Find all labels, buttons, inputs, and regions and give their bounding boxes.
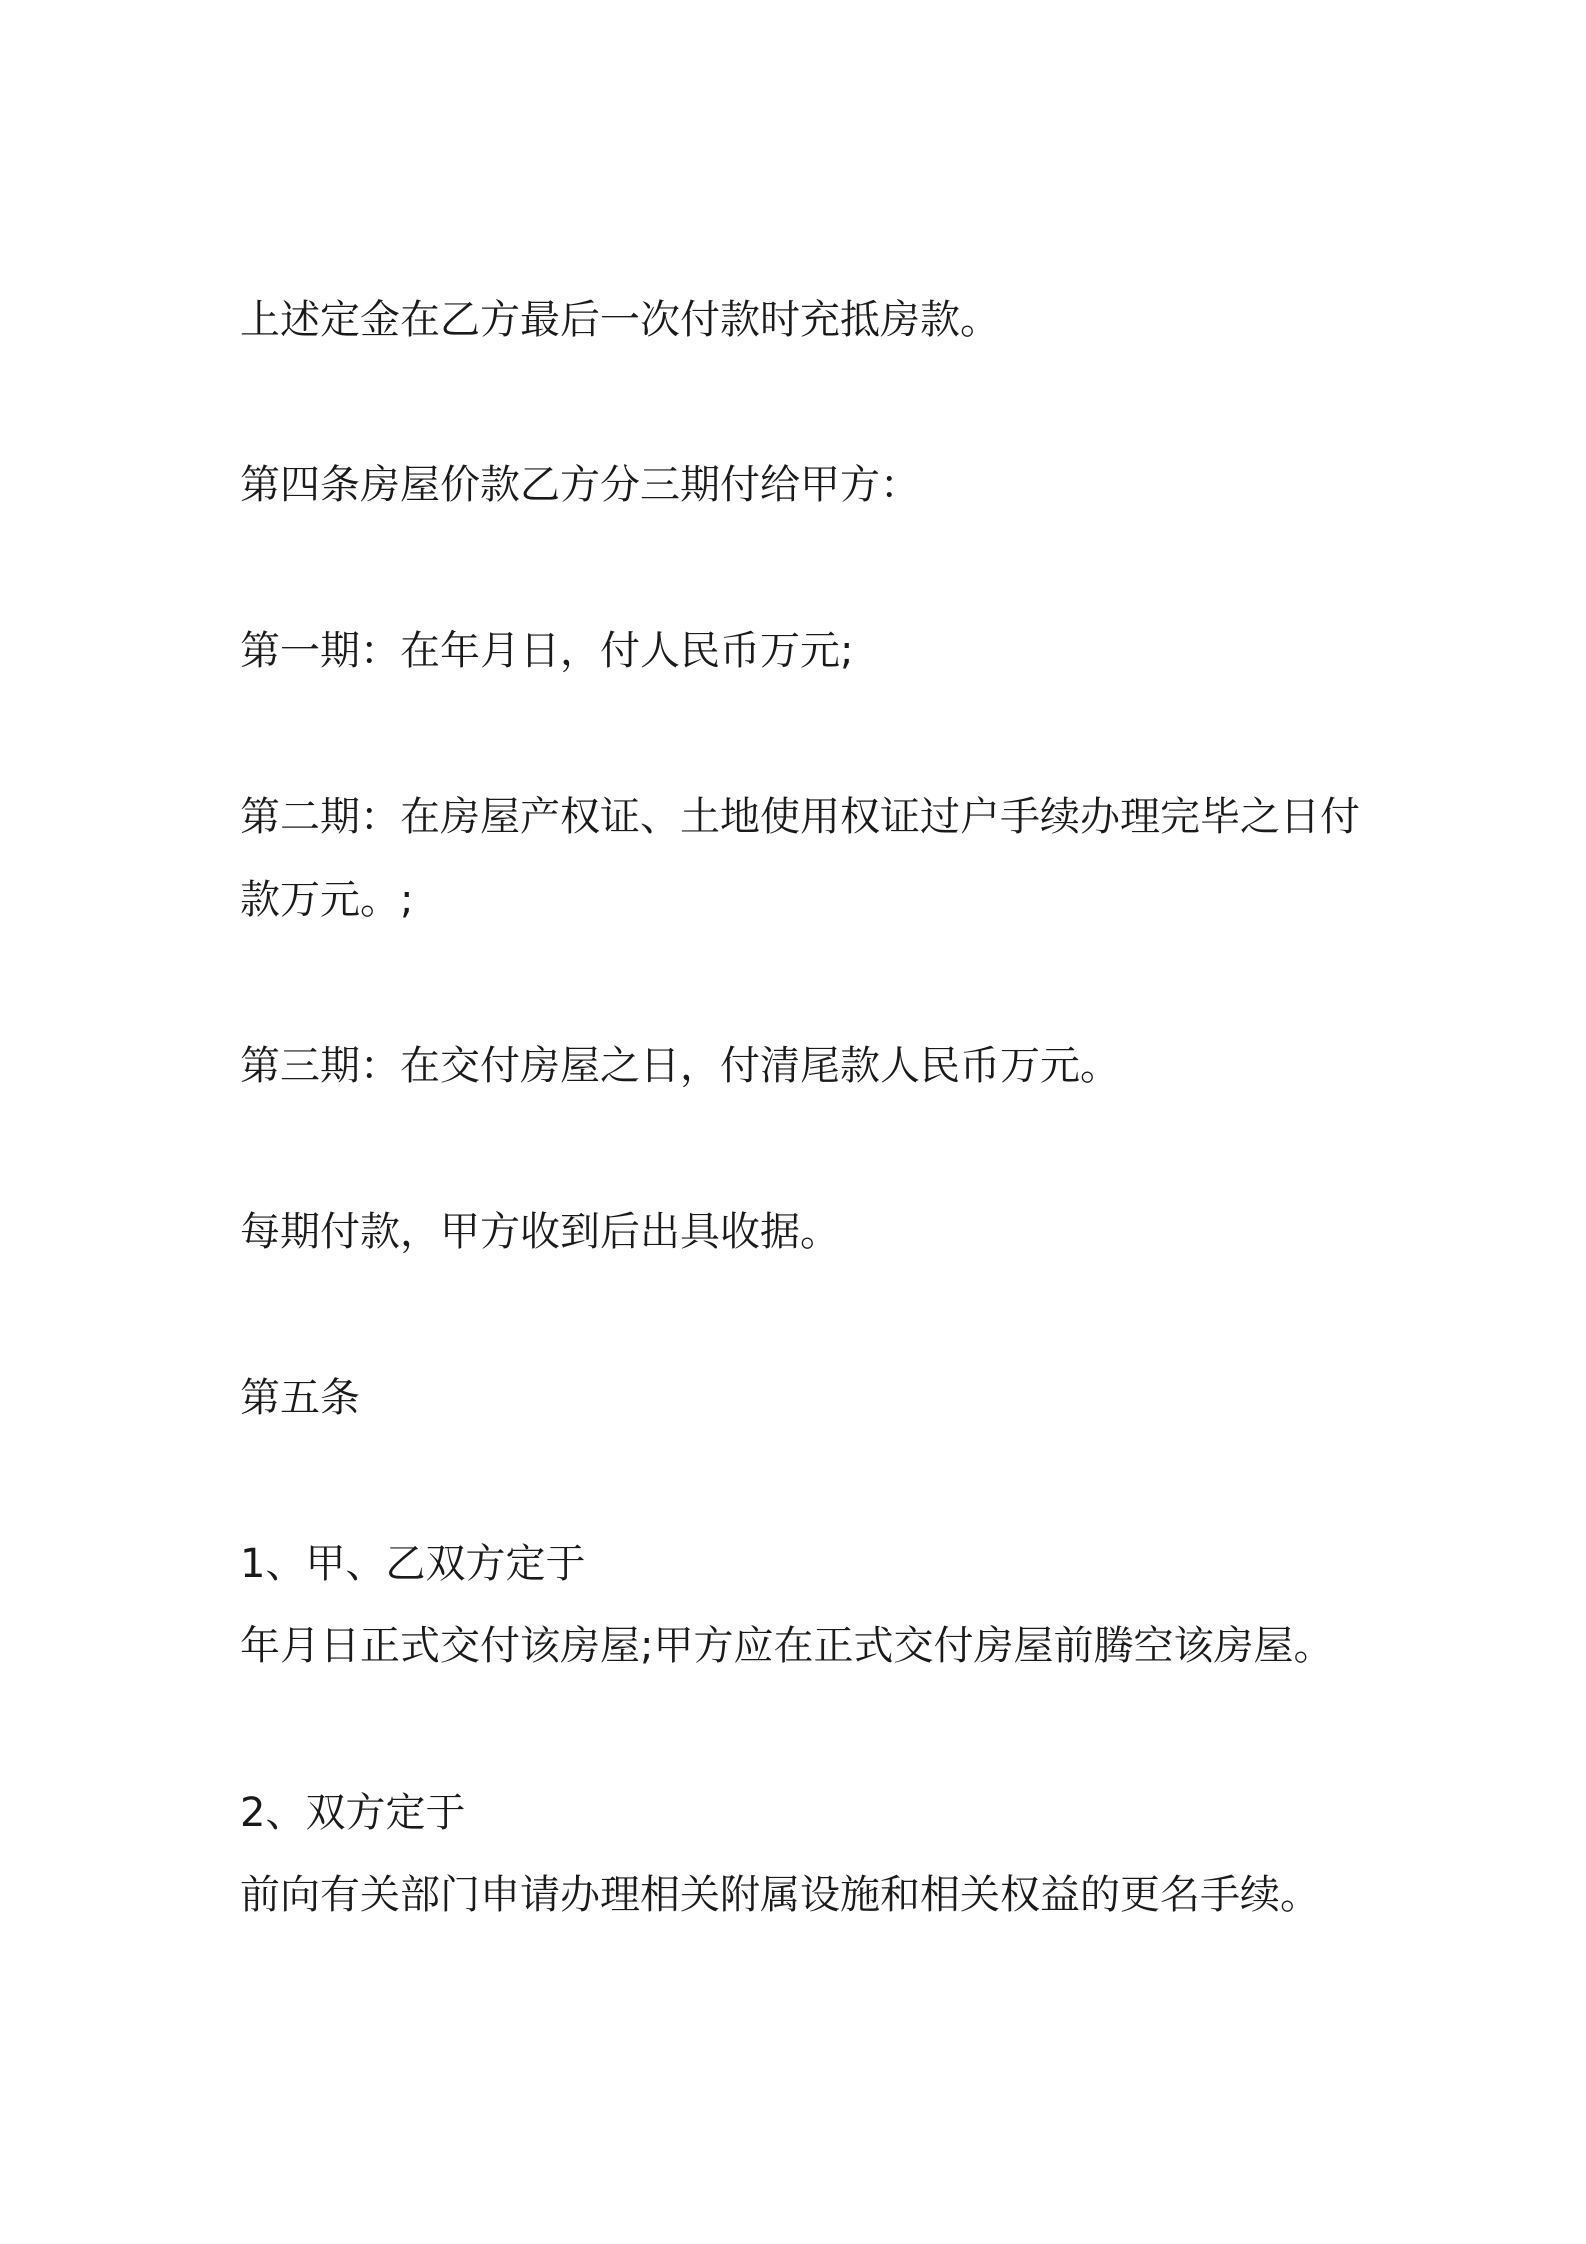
text-line-deposit-offset: 上述定金在乙方最后一次付款时充抵房款。: [240, 297, 1000, 343]
text-line-article-4-title: 第四条房屋价款乙方分三期付给甲方：: [240, 462, 920, 508]
text-line-clause-1-cont: 年月日正式交付该房屋;甲方应在正式交付房屋前腾空该房屋。: [240, 1623, 1334, 1669]
text-line-installment-1: 第一期：在年月日，付人民币万元;: [240, 628, 854, 674]
text-line-article-5-title: 第五条: [240, 1375, 360, 1421]
text-line-clause-2-cont: 前向有关部门申请办理相关附属设施和相关权益的更名手续。: [240, 1872, 1320, 1918]
text-line-installment-2: 第二期：在房屋产权证、土地使用权证过户手续办理完毕之日付: [240, 794, 1360, 840]
text-line-installment-3: 第三期：在交付房屋之日，付清尾款人民币万元。: [240, 1043, 1120, 1089]
text-line-clause-1: 1、甲、乙双方定于: [240, 1541, 586, 1587]
text-line-clause-2: 2、双方定于: [240, 1790, 466, 1836]
text-line-installment-2-cont: 款万元。;: [240, 877, 414, 923]
text-line-receipt: 每期付款，甲方收到后出具收据。: [240, 1209, 840, 1255]
